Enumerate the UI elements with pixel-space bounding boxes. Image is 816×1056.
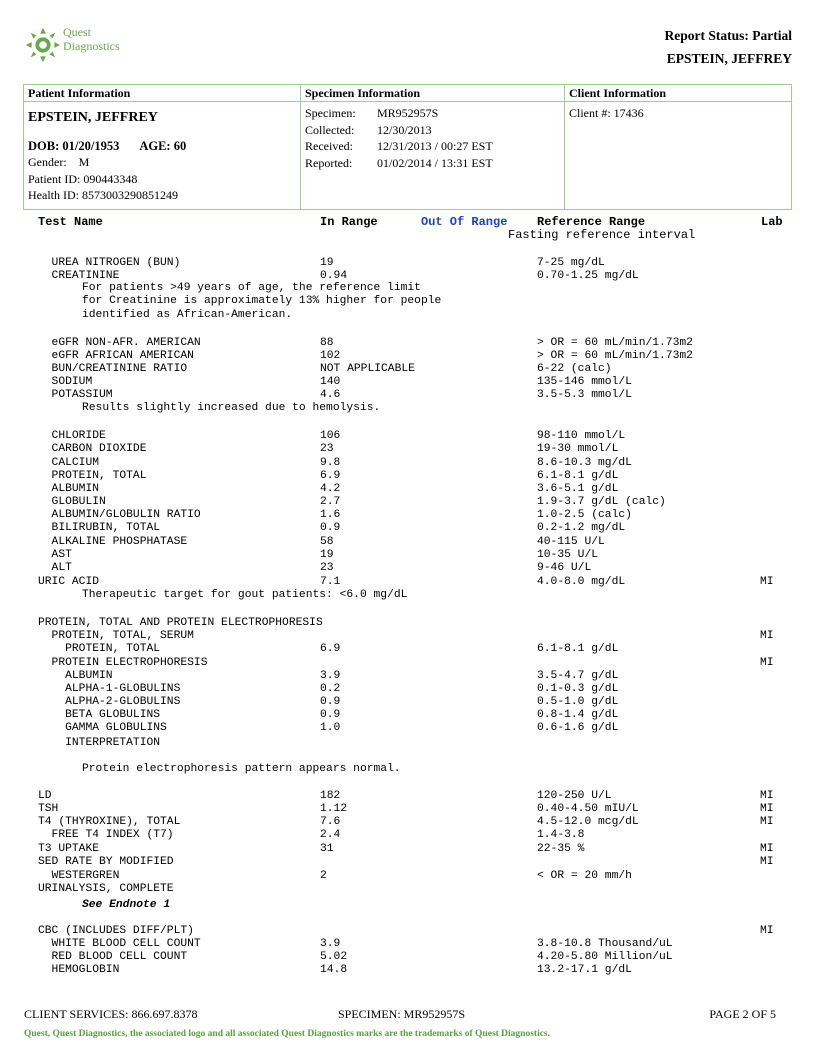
result-row [0, 256, 816, 270]
reference-range: 0.1-0.3 g/dL [537, 683, 619, 695]
trademark-notice: Quest, Quest Diagnostics, the associated logo and all associated Quest Diagnostics marks are the trademarks of Quest Diagnostics. [24, 1029, 551, 1039]
result-row [0, 469, 816, 483]
result-row [0, 736, 816, 750]
result-value: 1.6 [320, 509, 341, 521]
result-row [0, 495, 816, 509]
fasting-note: Fasting reference interval [508, 228, 696, 242]
test-name: ALPHA-1-GLOBULINS [38, 683, 181, 695]
result-row [0, 508, 816, 522]
result-value: 9.8 [320, 457, 341, 469]
reference-range: 0.40-4.50 mIU/L [537, 803, 639, 815]
result-row [0, 521, 816, 535]
test-name: PROTEIN, TOTAL [38, 643, 161, 655]
result-row [0, 682, 816, 696]
client-services: CLIENT SERVICES: 866.697.8378 [24, 1007, 198, 1021]
reference-range: > OR = 60 mL/min/1.73m2 [537, 350, 693, 362]
test-name: AST [38, 549, 72, 561]
lab-code: MI [760, 790, 774, 802]
reference-range: 4.20-5.80 Million/uL [537, 951, 673, 963]
reference-range: 8.6-10.3 mg/dL [537, 457, 632, 469]
reference-range: 13.2-17.1 g/dL [537, 964, 632, 976]
result-value: 2 [320, 870, 327, 882]
brand-line-2: Diagnostics [63, 39, 120, 53]
result-value: 3.9 [320, 938, 341, 950]
result-value: 1.0 [320, 722, 341, 734]
reference-range: 19-30 mmol/L [537, 443, 619, 455]
reference-range: 3.6-5.1 g/dL [537, 483, 619, 495]
result-value: 3.9 [320, 670, 341, 682]
client-info-heading: Client Information [565, 85, 791, 102]
brand-line-1: Quest [63, 25, 91, 39]
test-name: T3 UPTAKE [38, 843, 100, 855]
result-row [0, 616, 816, 630]
result-value: 0.9 [320, 709, 341, 721]
specimen-info-column [301, 85, 565, 209]
potassium-note: Results slightly increased due to hemolysis. [82, 402, 381, 414]
test-name: ALBUMIN [38, 670, 113, 682]
result-row [0, 375, 816, 389]
patient-info-heading: Patient Information [24, 85, 300, 102]
quest-logo-icon [24, 26, 62, 64]
result-value: 88 [320, 337, 334, 349]
specimen-label: Reported: [305, 155, 353, 170]
specimen-row [301, 138, 564, 155]
result-value: 23 [320, 443, 334, 455]
result-row [0, 695, 816, 709]
result-value: 31 [320, 843, 334, 855]
client-number: Client #: 17436 [569, 106, 644, 120]
test-name: LD [38, 790, 52, 802]
reference-range: 7-25 mg/dL [537, 257, 605, 269]
test-name: eGFR NON-AFR. AMERICAN [38, 337, 201, 349]
specimen-value: 12/31/2013 / 00:27 EST [377, 139, 493, 153]
result-value: 6.9 [320, 643, 341, 655]
test-name: URINALYSIS, COMPLETE [38, 883, 174, 895]
reference-range: 0.5-1.0 g/dL [537, 696, 619, 708]
result-row [0, 388, 816, 402]
test-name: TSH [38, 803, 59, 815]
lab-code: MI [760, 803, 774, 815]
specimen-row [301, 155, 564, 172]
test-name: CARBON DIOXIDE [38, 443, 147, 455]
electrophoresis-note: Protein electrophoresis pattern appears normal. [82, 763, 401, 775]
result-row [0, 950, 816, 964]
patient-name: EPSTEIN, JEFFREY [28, 110, 158, 125]
test-name: eGFR AFRICAN AMERICAN [38, 350, 194, 362]
patient-id: Patient ID: 090443348 [28, 171, 138, 186]
reference-range: 6-22 (calc) [537, 363, 612, 375]
test-name: ALKALINE PHOSPHATASE [38, 536, 188, 548]
result-row [0, 482, 816, 496]
specimen-value: 12/30/2013 [377, 122, 432, 137]
test-name: FREE T4 INDEX (T7) [38, 829, 174, 841]
test-name: INTERPRETATION [38, 737, 161, 749]
dob: DOB: 01/20/1953 [28, 139, 120, 153]
result-row [0, 561, 816, 575]
result-row [0, 882, 816, 896]
result-value: NOT APPLICABLE [320, 363, 415, 375]
result-value: 0.2 [320, 683, 341, 695]
test-name: CBC (INCLUDES DIFF/PLT) [38, 925, 194, 937]
reference-range: 3.5-4.7 g/dL [537, 670, 619, 682]
result-row [0, 937, 816, 951]
result-value: 0.9 [320, 522, 341, 534]
reference-range: 1.0-2.5 (calc) [537, 509, 632, 521]
result-row [0, 548, 816, 562]
result-value: 0.9 [320, 696, 341, 708]
test-name: PROTEIN, TOTAL, SERUM [38, 630, 194, 642]
result-value: 0.94 [320, 270, 348, 282]
lab-code: MI [760, 843, 774, 855]
reference-range: 9-46 U/L [537, 562, 592, 574]
reference-range: 4.5-12.0 mcg/dL [537, 816, 639, 828]
reference-range: 98-110 mmol/L [537, 430, 626, 442]
test-name: POTASSIUM [38, 389, 113, 401]
specimen-row [301, 105, 564, 122]
col-out-of-range: Out Of Range [421, 215, 508, 229]
reference-range: 0.6-1.6 g/dL [537, 722, 619, 734]
gender: Gender: M [28, 155, 90, 169]
result-value: 5.02 [320, 951, 348, 963]
specimen-label: Collected: [305, 122, 355, 137]
result-row [0, 642, 816, 656]
brand-name [63, 25, 120, 53]
reference-range: 4.0-8.0 mg/dL [537, 576, 626, 588]
result-row [0, 456, 816, 470]
col-lab: Lab [761, 215, 783, 229]
result-row [0, 855, 816, 869]
result-value: 6.9 [320, 470, 341, 482]
test-name: WESTERGREN [38, 870, 120, 882]
test-name: SED RATE BY MODIFIED [38, 856, 174, 868]
result-value: 19 [320, 549, 334, 561]
test-name: RED BLOOD CELL COUNT [38, 951, 188, 963]
test-name: HEMOGLOBIN [38, 964, 120, 976]
specimen-rows [301, 102, 564, 171]
result-row [0, 429, 816, 443]
test-name: PROTEIN ELECTROPHORESIS [38, 657, 208, 669]
test-name: T4 (THYROXINE), TOTAL [38, 816, 181, 828]
footer-specimen: SPECIMEN: MR952957S [338, 1007, 466, 1021]
result-row [0, 629, 816, 643]
test-name: BILIRUBIN, TOTAL [38, 522, 161, 534]
reference-range: 40-115 U/L [537, 536, 605, 548]
lab-code: MI [760, 657, 774, 669]
specimen-label: Received: [305, 139, 353, 153]
header-patient-name: EPSTEIN, JEFFREY [666, 51, 792, 66]
result-row [0, 269, 816, 283]
client-info-column [565, 85, 791, 209]
reference-range: 10-35 U/L [537, 549, 599, 561]
result-value: 182 [320, 790, 341, 802]
result-value: 19 [320, 257, 334, 269]
result-row [0, 535, 816, 549]
dob-line [24, 126, 300, 154]
lab-code: MI [760, 576, 774, 588]
result-row [0, 869, 816, 883]
result-value: 7.6 [320, 816, 341, 828]
test-name: BUN/CREATININE RATIO [38, 363, 188, 375]
reference-range: 1.9-3.7 g/dL (calc) [537, 496, 666, 508]
test-name: CHLORIDE [38, 430, 106, 442]
test-name: PROTEIN, TOTAL AND PROTEIN ELECTROPHORESIS [38, 617, 323, 629]
result-value: 4.6 [320, 389, 341, 401]
page-number: PAGE 2 OF 5 [709, 1007, 776, 1021]
result-row [0, 815, 816, 829]
reference-range: 3.8-10.8 Thousand/uL [537, 938, 673, 950]
result-row [0, 362, 816, 376]
reference-range: 6.1-8.1 g/dL [537, 643, 619, 655]
result-row [0, 828, 816, 842]
result-value: 102 [320, 350, 341, 362]
col-test-name: Test Name [38, 215, 103, 229]
lab-code: MI [760, 630, 774, 642]
test-name: UREA NITROGEN (BUN) [38, 257, 181, 269]
health-id: Health ID: 8573003290851249 [28, 188, 178, 202]
result-row [0, 656, 816, 670]
reference-range: 0.8-1.4 g/dL [537, 709, 619, 721]
result-row [0, 336, 816, 350]
patient-info-column [24, 85, 301, 209]
test-name: BETA GLOBULINS [38, 709, 161, 721]
result-value: 1.12 [320, 803, 348, 815]
reference-range: 135-146 mmol/L [537, 376, 632, 388]
result-row [0, 669, 816, 683]
lab-code: MI [760, 925, 774, 937]
specimen-label: Specimen: [305, 106, 356, 120]
reference-range: 22-35 % [537, 843, 585, 855]
result-row [0, 842, 816, 856]
test-name: SODIUM [38, 376, 93, 388]
result-value: 23 [320, 562, 334, 574]
result-row [0, 442, 816, 456]
col-in-range: In Range [320, 215, 378, 229]
col-reference-range: Reference Range [537, 215, 646, 229]
reference-range: > OR = 60 mL/min/1.73m2 [537, 337, 693, 349]
result-value: 7.1 [320, 576, 341, 588]
specimen-row [301, 122, 564, 139]
test-name: ALPHA-2-GLOBULINS [38, 696, 181, 708]
test-name: ALBUMIN [38, 483, 100, 495]
result-row [0, 924, 816, 938]
lab-code: MI [760, 856, 774, 868]
result-value: 106 [320, 430, 341, 442]
lab-code: MI [760, 816, 774, 828]
specimen-value: MR952957S [377, 106, 439, 120]
specimen-info-heading: Specimen Information [301, 85, 564, 102]
test-name: CALCIUM [38, 457, 100, 469]
test-name: GAMMA GLOBULINS [38, 722, 167, 734]
result-row [0, 721, 816, 735]
result-value: 2.4 [320, 829, 341, 841]
result-row [0, 802, 816, 816]
result-value: 140 [320, 376, 341, 388]
uric-acid-note: Therapeutic target for gout patients: <6.0 mg/dL [82, 589, 408, 601]
result-row [0, 575, 816, 589]
result-row [0, 789, 816, 803]
reference-range: 1.4-3.8 [537, 829, 585, 841]
reference-range: 6.1-8.1 g/dL [537, 470, 619, 482]
result-row [0, 963, 816, 977]
report-header [665, 24, 792, 70]
age: AGE: 60 [139, 139, 187, 153]
reference-range: 3.5-5.3 mmol/L [537, 389, 632, 401]
reference-range: 0.70-1.25 mg/dL [537, 270, 639, 282]
result-row [0, 708, 816, 722]
report-status: Report Status: Partial [664, 28, 792, 43]
reference-range: < OR = 20 mm/h [537, 870, 632, 882]
test-name: CREATININE [38, 270, 120, 282]
reference-range: 120-250 U/L [537, 790, 612, 802]
test-name: ALT [38, 562, 72, 574]
test-name: ALBUMIN/GLOBULIN RATIO [38, 509, 201, 521]
result-value: 4.2 [320, 483, 341, 495]
reference-range: 0.2-1.2 mg/dL [537, 522, 626, 534]
result-value: 2.7 [320, 496, 341, 508]
endnote-link[interactable]: See Endnote 1 [82, 899, 171, 911]
test-name: WHITE BLOOD CELL COUNT [38, 938, 201, 950]
test-name: GLOBULIN [38, 496, 106, 508]
result-row [0, 349, 816, 363]
test-name: URIC ACID [38, 576, 100, 588]
creatinine-note: For patients >49 years of age, the reference limit for Creatinine is approximately 13% higher for people identified as African-American. [82, 282, 442, 321]
test-name: PROTEIN, TOTAL [38, 470, 147, 482]
result-value: 58 [320, 536, 334, 548]
specimen-value: 01/02/2014 / 13:31 EST [377, 155, 493, 170]
patient-specimen-client-table [23, 84, 792, 210]
result-value: 14.8 [320, 964, 348, 976]
